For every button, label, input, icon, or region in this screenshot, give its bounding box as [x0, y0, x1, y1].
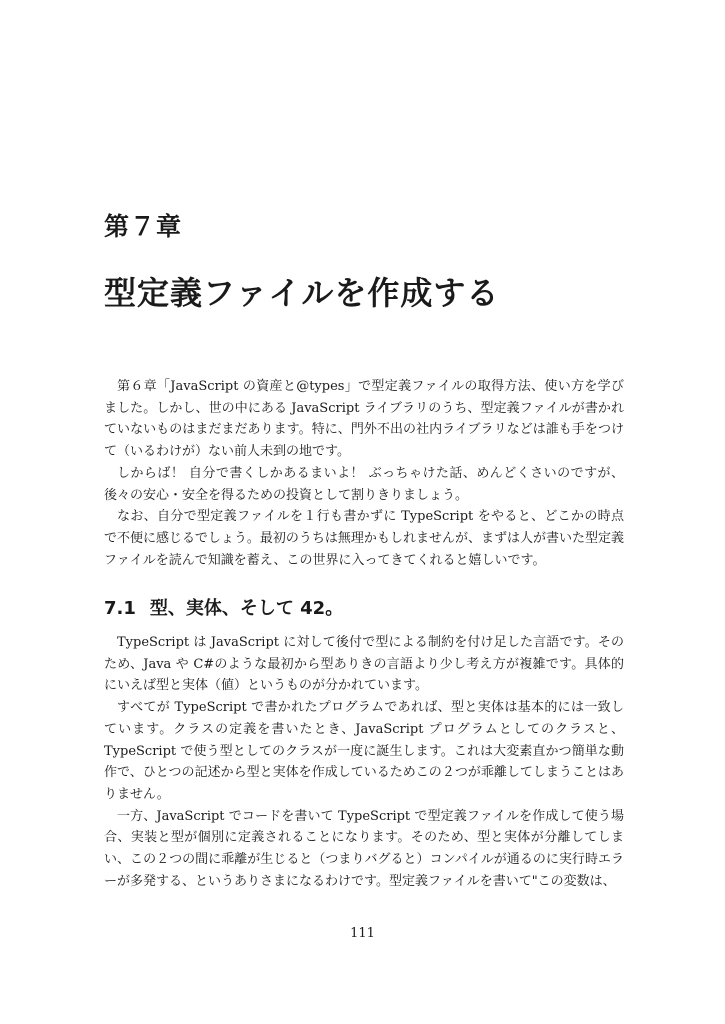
intro-text: [104, 376, 624, 571]
section-title: 型、実体、そして 42。: [149, 598, 344, 619]
intro-paragraph: 第６章「JavaScript の資産と@types」で型定義ファイルの取得方法、使い方を学びました。しかし、世の中にある JavaScript ライブラリのうち、型定義ファイルが書かれていないものはまだまだあります。特に、門外不出の社内ライブラリなどは誰も手をつけて（いるわけが）ない前人未到の地です。: [104, 379, 624, 460]
chapter-title: 型定義ファイルを作成する: [104, 274, 500, 312]
page-number: 111: [350, 926, 375, 941]
section-paragraph: 一方、JavaScript でコードを書いて TypeScript で型定義ファイルを作成して使う場合、実装と型が個別に定義されることになります。そのため、型と実体が分離してしまい、この２つの間に乖離が生じると（つまりバグると）コンパイルが通るのに実行時エラーが多発する、というありさまになるわけです。型定義ファイルを書いて"この変数は、: [104, 808, 624, 889]
chapter-label: 第７章: [104, 212, 183, 241]
intro-paragraph: しからば！ 自分で書くしかあるまいよ！ ぶっちゃけた話、めんどくさいのですが、後々の安心・安全を得るための投資として割りきりましょう。: [104, 465, 624, 503]
section-text: [104, 632, 624, 892]
section-heading: [104, 594, 343, 620]
section-paragraph: TypeScript は JavaScript に対して後付で型による制約を付け足した言語です。そのため、Java や C#のような最初から型ありきの言語より少し考え方が複雑です。具体的にいえば型と実体（値）というものが分かれています。: [104, 635, 624, 694]
intro-paragraph: なお、自分で型定義ファイルを１行も書かずに TypeScript をやると、どこかの時点で不便に感じるでしょう。最初のうちは無理かもしれませんが、まずは人が書いた型定義ファイルを読んで知識を蓄え、この世界に入ってきてくれると嬉しいです。: [104, 509, 624, 568]
section-number: 7.1: [104, 598, 136, 619]
section-paragraph: すべてが TypeScript で書かれたプログラムであれば、型と実体は基本的には一致しています。クラスの定義を書いたとき、JavaScript プログラムとしてのクラスと、TypeScript で使う型としてのクラスが一度に誕生します。これは大変素直かつ簡単な動作で、ひとつの記述から型と実体を作成しているためこの２つが乖離してしまうことはありません。: [104, 700, 624, 802]
